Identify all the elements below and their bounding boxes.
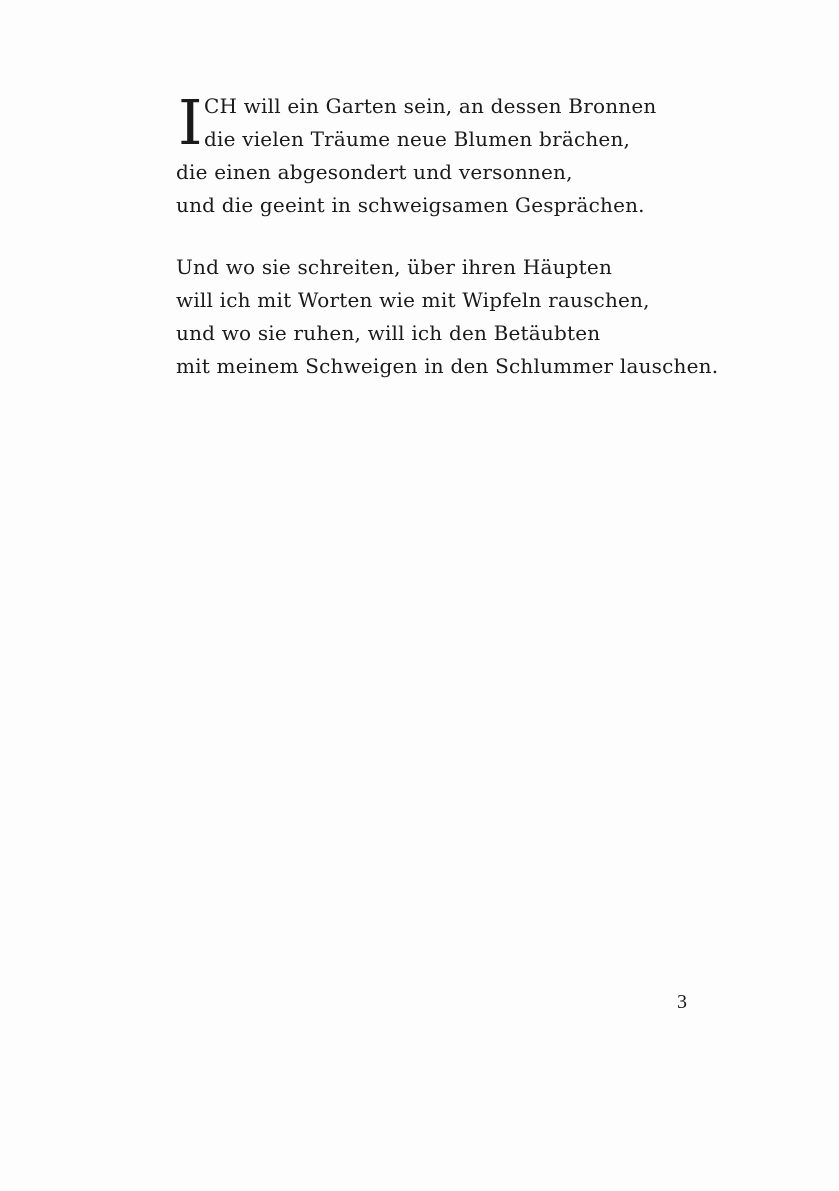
poem-line: CH will ein Garten sein, an dessen Bronnen xyxy=(204,94,657,118)
poem-line: die vielen Träume neue Blumen brächen, xyxy=(204,127,631,151)
poem-line: die einen abgesondert und versonnen, xyxy=(176,160,573,184)
poem-line: Und wo sie schreiten, über ihren Häupten xyxy=(176,255,613,279)
drop-cap: I xyxy=(178,86,203,159)
poem xyxy=(176,86,776,383)
poem-line: mit meinem Schweigen in den Schlummer lauschen. xyxy=(176,354,719,378)
poem-line: und die geeint in schweigsamen Gesprächen. xyxy=(176,193,645,217)
poem-line: und wo sie ruhen, will ich den Betäubten xyxy=(176,321,601,345)
stanza-1 xyxy=(176,86,776,222)
poem-line: will ich mit Worten wie mit Wipfeln rauschen, xyxy=(176,288,650,312)
page-number: 3 xyxy=(677,991,687,1013)
stanza-2 xyxy=(176,251,776,383)
